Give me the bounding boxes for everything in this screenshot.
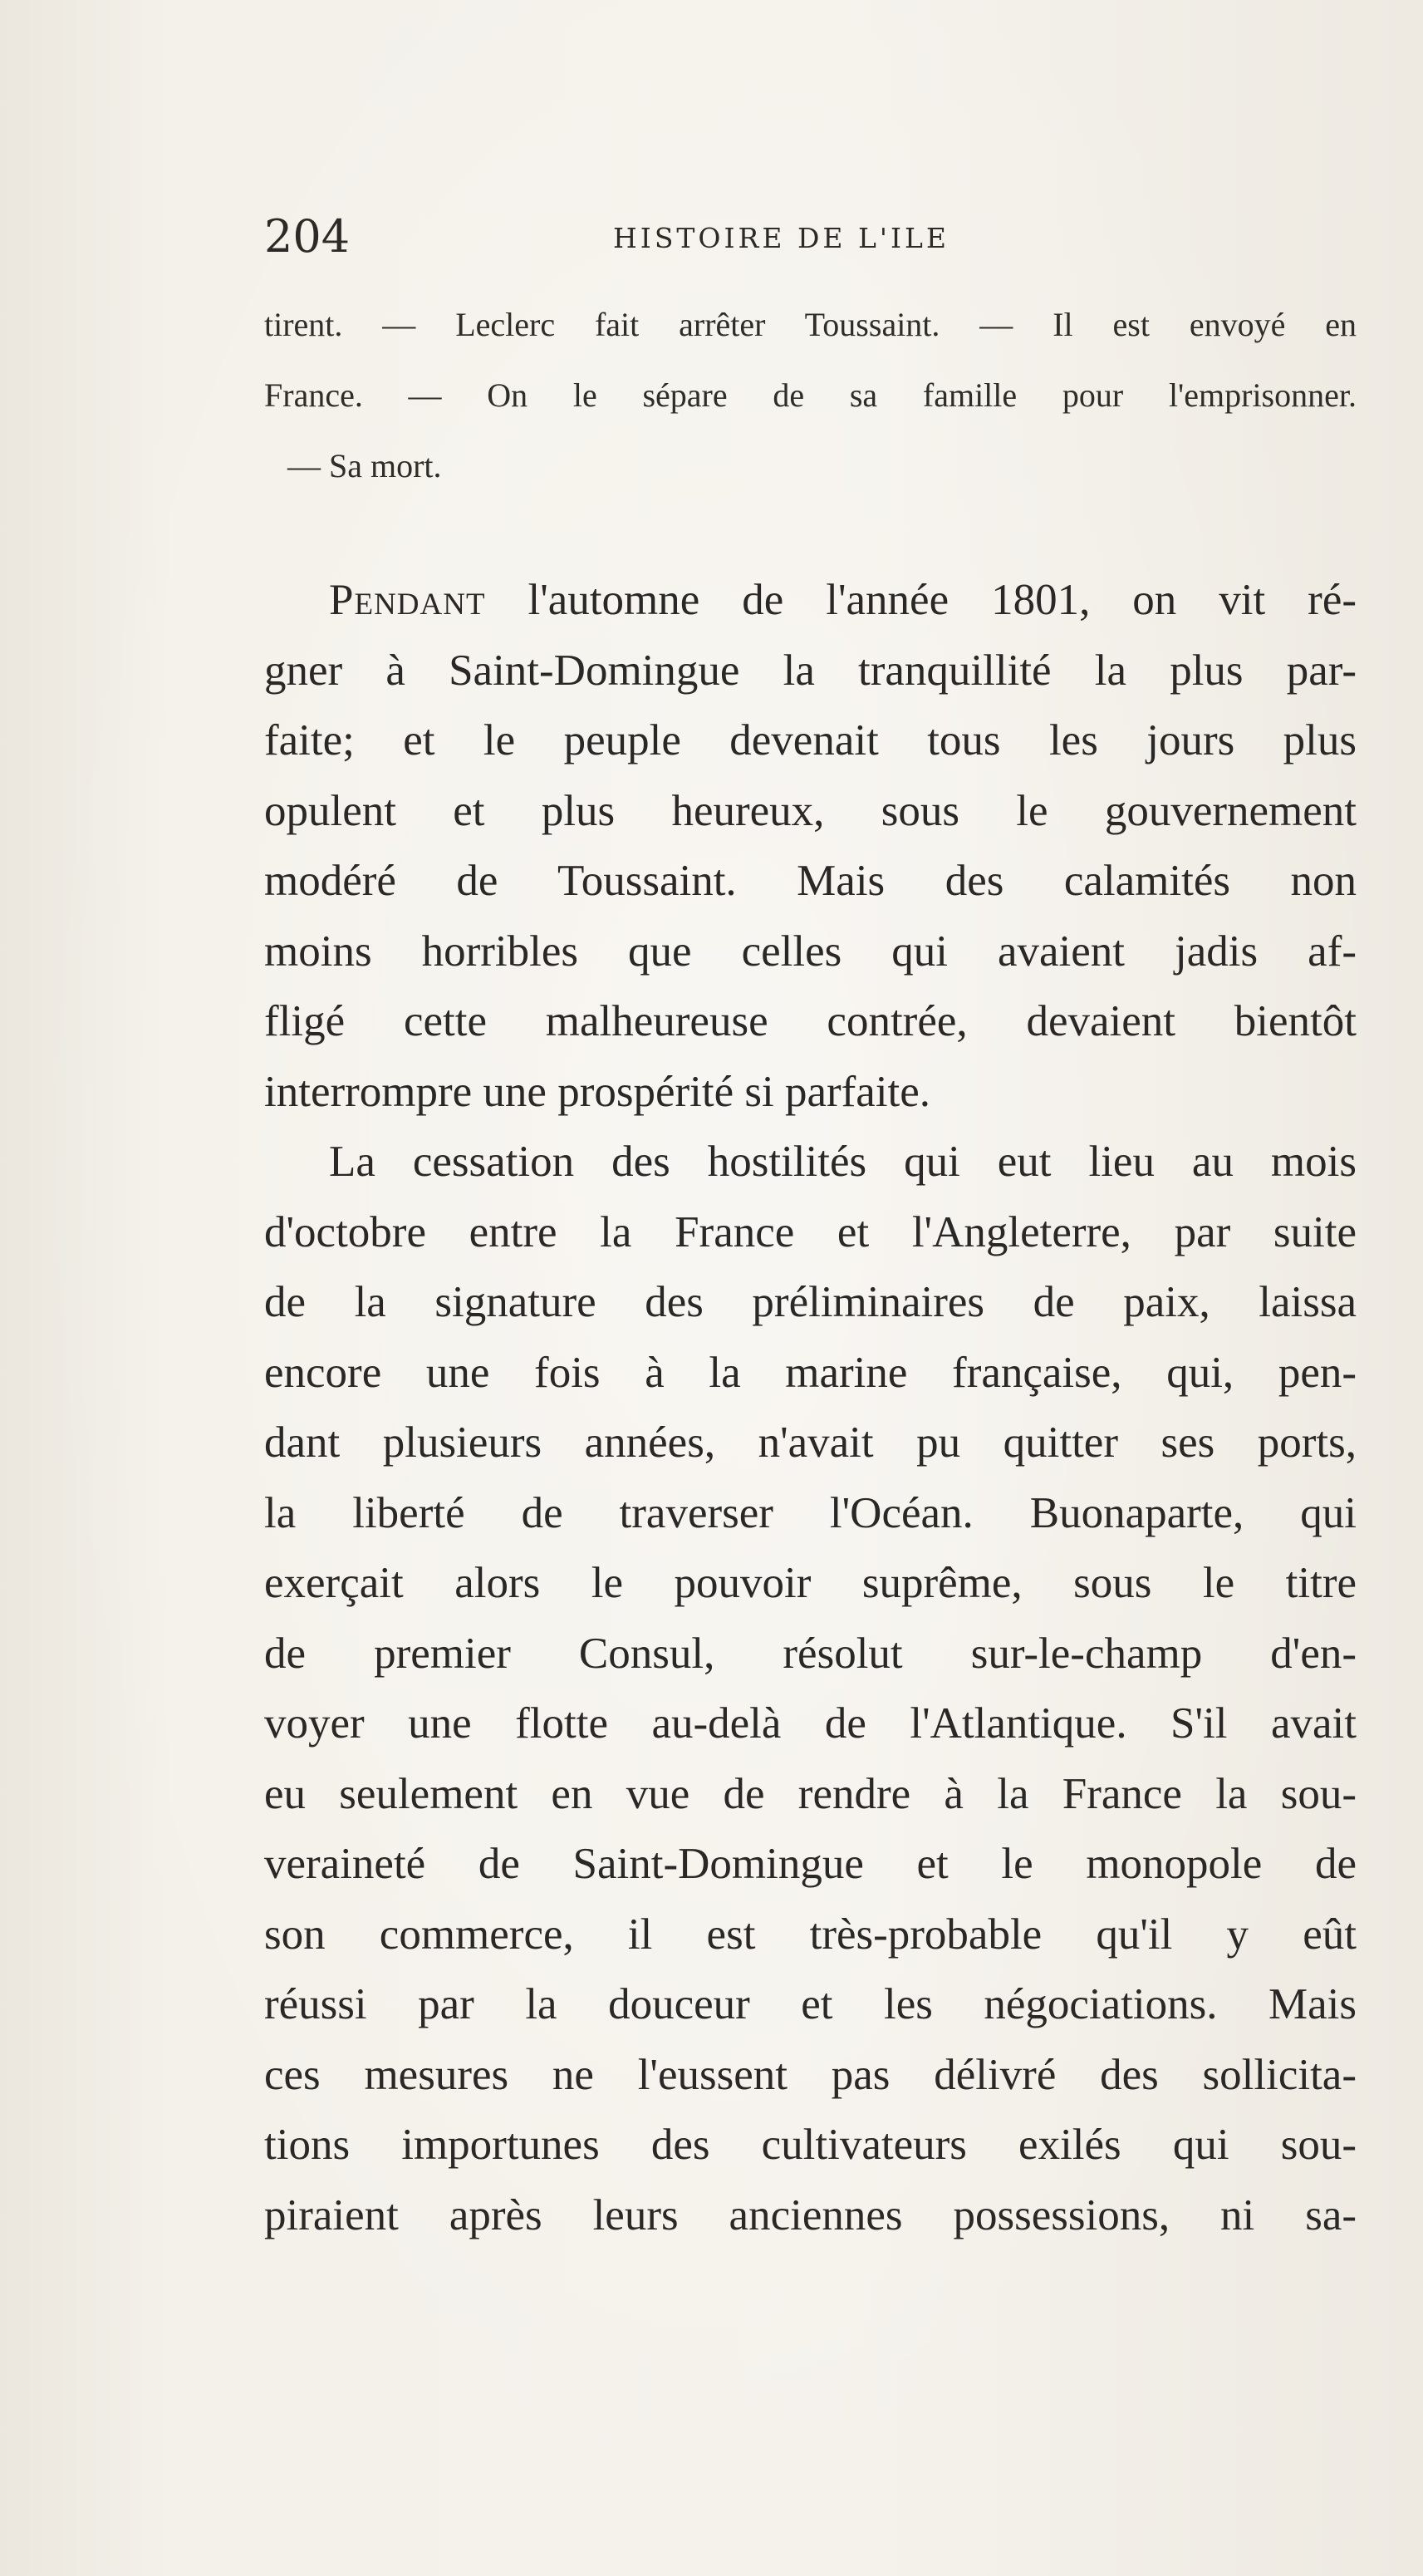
running-title: HISTOIRE DE L'ILE (613, 222, 950, 254)
text-line (264, 565, 1357, 636)
text-line: piraient après leurs anciennes possessions, ni sa- (264, 2190, 1357, 2239)
opening-word: Pendant (329, 576, 486, 624)
text-line: réussi par la douceur et les négociations. Mais (264, 1980, 1357, 2028)
text-line: La cessation des hostilités qui eut lieu au mois (329, 1138, 1357, 1186)
text-line: fligé cette malheureuse contrée, devaient bientôt (264, 997, 1357, 1045)
text-line: exerçait alors le pouvoir suprême, sous le titre (264, 1559, 1357, 1607)
chapter-summary (264, 289, 1357, 501)
text-line: la liberté de traverser l'Océan. Buonaparte, qui (264, 1488, 1357, 1537)
text-line: de premier Consul, résolut sur-le-champ d'en- (264, 1629, 1357, 1678)
text-line: gner à Saint-Domingue la tranquillité la plus par- (264, 646, 1357, 695)
text-line: faite; et le peuple devenait tous les jours plus (264, 716, 1357, 764)
page-header (264, 208, 1369, 266)
text-line: opulent et plus heureux, sous le gouvernement (264, 786, 1357, 835)
text-line: eu seulement en vue de rendre à la France la sou- (264, 1769, 1357, 1818)
page-number: 204 (264, 210, 351, 263)
text-line: son commerce, il est très-probable qu'il y eût (264, 1910, 1357, 1959)
text-line: moins horribles que celles qui avaient jadis af- (264, 927, 1357, 976)
summary-line: tirent. — Leclerc fait arrêter Toussaint. — Il est envoyé en (264, 306, 1357, 343)
text-line: interrompre une prospérité si parfaite. (264, 1067, 931, 1116)
text-line-rest: l'automne de l'année 1801, on vit ré- (485, 576, 1357, 624)
text-line: d'octobre entre la France et l'Angleterre, par suite (264, 1207, 1357, 1256)
text-line: veraineté de Saint-Domingue et le monopole de (264, 1840, 1357, 1888)
text-line: encore une fois à la marine française, qui, pen- (264, 1348, 1357, 1397)
text-line: voyer une flotte au-delà de l'Atlantique. S'il avait (264, 1699, 1357, 1748)
summary-line: — Sa mort. (287, 447, 442, 484)
text-line: modéré de Toussaint. Mais des calamités non (264, 857, 1357, 905)
text-line: dant plusieurs années, n'avait pu quitter ses ports, (264, 1418, 1357, 1467)
body-text (264, 565, 1357, 2250)
text-line: ces mesures ne l'eussent pas délivré des sollicita- (264, 2050, 1357, 2099)
text-line: tions importunes des cultivateurs exilés qui sou- (264, 2121, 1357, 2169)
text-line: de la signature des préliminaires de paix, laissa (264, 1278, 1357, 1326)
summary-line: France. — On le sépare de sa famille pour l'emprisonner. (264, 376, 1357, 414)
